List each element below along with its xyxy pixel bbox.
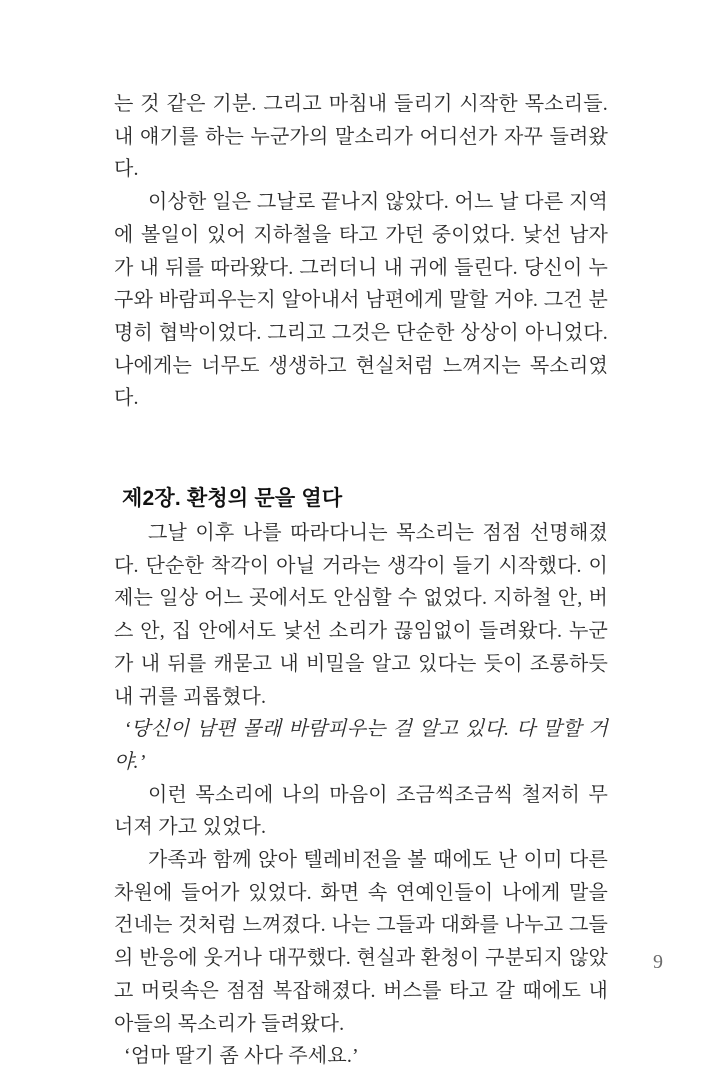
quote-line: ‘엄마 딸기 좀 사다 주세요.’ (124, 1045, 359, 1068)
page-number: 9 (653, 951, 663, 973)
paragraph: 이런 목소리에 나의 마음이 조금씩조금씩 철저히 무너져 가고 있었다. (114, 783, 608, 839)
chapter-heading: 제2장. 환청의 문을 열다 (122, 487, 343, 511)
paragraph: 그날 이후 나를 따라다니는 목소리는 점점 선명해졌다. 단순한 착각이 아닐 거라는 생각이 들기 시작했다. 이제는 일상 어느 곳에서도 안심할 수 없었다. 지하철 안, 버스 안, 집 안에서도 낯선 소리가 끊임없이 들려왔다. 누군가 내 뒤를 캐묻고 내 비밀을 알고 있다는 듯이 조롱하듯 내 귀를 괴롭혔다. (114, 522, 608, 708)
paragraph: 가족과 함께 앉아 텔레비전을 볼 때에도 난 이미 다른 차원에 들어가 있었다. 화면 속 연예인들이 나에게 말을 건네는 것처럼 느껴졌다. 나는 그들과 대화를 나누고 그들의 반응에 웃거나 대꾸했다. 현실과 환청이 구분되지 않았고 머릿속은 점점 복잡해졌다. 버스를 타고 갈 때에도 내 아들의 목소리가 들려왔다. (114, 849, 608, 1035)
body-text-block (114, 88, 608, 1073)
italic-quote-line: ‘당신이 남편 몰래 바람피우는 걸 알고 있다. 다 말할 거야.’ (114, 718, 608, 773)
paragraph-continuation: 는 것 같은 기분. 그리고 마침내 들리기 시작한 목소리들. 내 얘기를 하는 누군가의 말소리가 어디선가 자꾸 들려왔다. (114, 93, 608, 181)
paragraph: 이상한 일은 그날로 끝나지 않았다. 어느 날 다른 지역에 볼일이 있어 지하철을 타고 가던 중이었다. 낯선 남자가 내 뒤를 따라왔다. 그러더니 내 귀에 들린다. 당신이 누구와 바람피우는지 알아내서 남편에게 말할 거야. 그건 분명히 협박이었다. 그리고 그것은 단순한 상상이 아니었다. 나에게는 너무도 생생하고 현실처럼 느껴지는 목소리였다. (114, 191, 608, 410)
